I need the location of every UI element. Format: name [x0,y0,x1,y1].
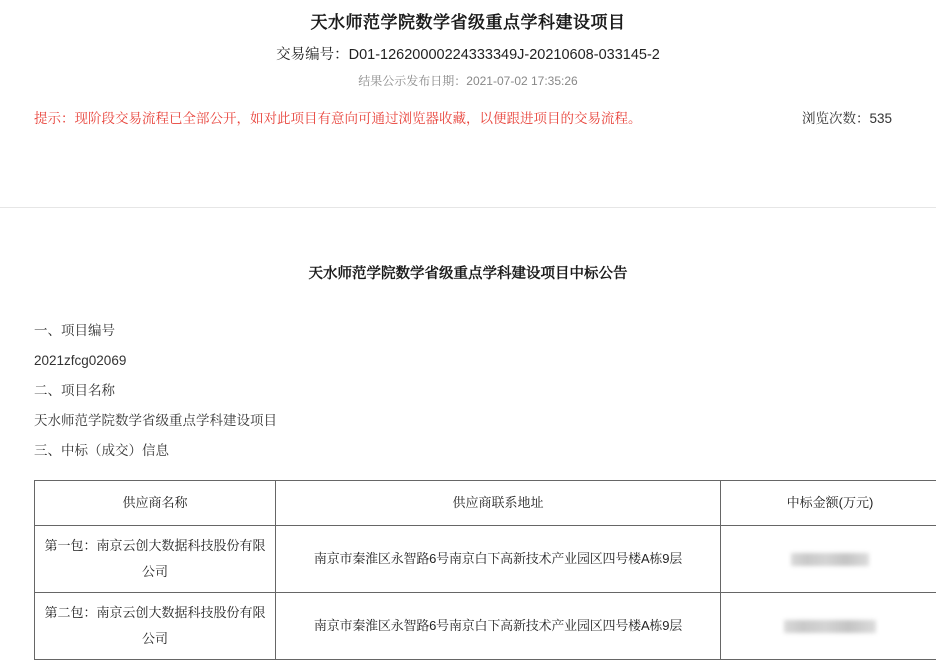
section-heading-project-name: 二、项目名称 [34,376,902,406]
trade-number-label: 交易编号： [276,47,349,63]
notice-row [0,108,936,130]
redacted-amount [791,553,869,566]
redacted-amount [784,620,876,633]
section-text-project-name: 天水师范学院数学省级重点学科建设项目 [34,406,902,436]
table-row [35,593,936,660]
table-header-row [35,481,936,526]
cell-supplier-address: 南京市秦淮区永智路6号南京白下高新技术产业园区四号楼A栋9层 [276,593,721,660]
publish-date: 结果公示发布日期：2021-07-02 17:35:26 [0,72,936,90]
table-row [35,526,936,593]
section-heading-bid-info: 三、中标（成交）信息 [34,436,902,466]
trade-number-value: D01-12620000224333349J-20210608-033145-2 [349,47,660,63]
cell-supplier-address: 南京市秦淮区永智路6号南京白下高新技术产业园区四号楼A栋9层 [276,526,721,593]
cell-bid-amount [721,526,936,593]
page-title: 天水师范学院数学省级重点学科建设项目 [0,10,936,36]
trade-number-row [0,44,936,66]
announcement-title: 天水师范学院数学省级重点学科建设项目中标公告 [0,262,936,286]
column-header-bid-amount: 中标金额(万元) [721,481,936,526]
document-body [0,207,936,660]
cell-supplier-name: 第二包：南京云创大数据科技股份有限公司 [35,593,276,660]
cell-supplier-name: 第一包：南京云创大数据科技股份有限公司 [35,526,276,593]
cell-bid-amount [721,593,936,660]
notice-text: 提示：现阶段交易流程已全部公开，如对此项目有意向可通过浏览器收藏，以便跟进项目的交易流程。 [34,108,642,130]
section-text-project-number: 2021zfcg02069 [34,346,902,376]
document-header [0,0,936,90]
column-header-supplier-address: 供应商联系地址 [276,481,721,526]
announcement-content [0,316,936,660]
section-heading-project-number: 一、项目编号 [34,316,902,346]
view-count: 浏览次数：535 [802,108,902,130]
column-header-supplier-name: 供应商名称 [35,481,276,526]
bid-result-table [34,480,936,660]
